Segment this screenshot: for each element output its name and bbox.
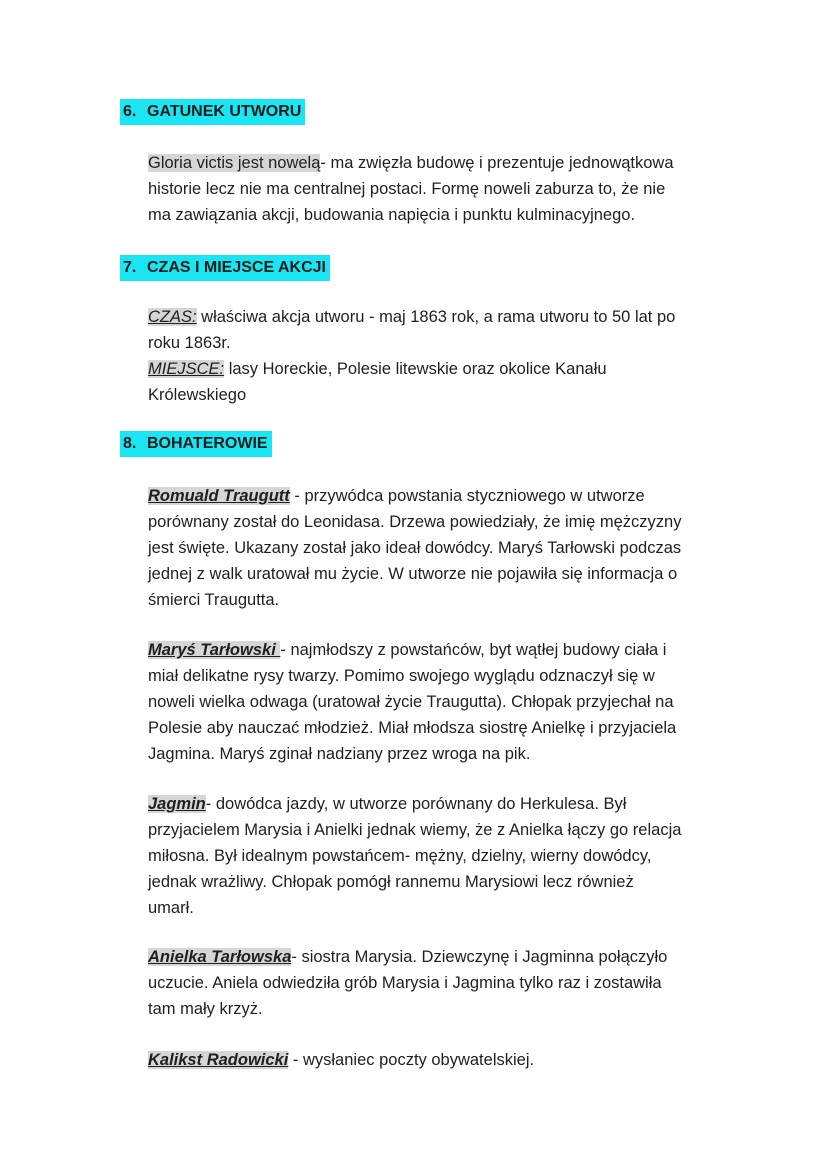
section-number: 8. (123, 435, 137, 452)
genre-paragraph (148, 150, 748, 228)
character-text: - przywódca powstania styczniowego w utworze (289, 487, 645, 505)
section-title: BOHATEROWIE (147, 435, 268, 452)
section-number: 6. (123, 103, 137, 120)
genre-line-3: ma zawiązania akcji, budowania napięcia i punktu kulminacyjnego. (148, 206, 636, 224)
genre-lead: Gloria victis jest nowelą (148, 154, 321, 172)
character-line: Jagmina. Maryś zginał nadziany przez wroga na pik. (148, 745, 531, 763)
genre-line-2: historie lecz nie ma centralnej postaci. Formę noweli zaburza to, że nie (148, 180, 666, 198)
character-marys (148, 637, 748, 767)
character-line (148, 944, 748, 970)
character-line: jednej z walk uratował mu życie. W utworze nie pojawiła się informacja o (148, 565, 678, 583)
section-title: GATUNEK UTWORU (147, 103, 302, 120)
character-line (148, 1047, 748, 1073)
character-name: Jagmin (148, 795, 206, 813)
character-line: miłosna. Był idealnym powstańcem- mężny, dzielny, wierny dowódcy, (148, 847, 652, 865)
character-line: miał delikatne rysy twarzy. Pomimo swojego wyglądu odznaczył się w (148, 667, 655, 685)
character-name: Kalikst Radowicki (148, 1051, 289, 1069)
czas-line-2: roku 1863r. (148, 334, 231, 352)
character-text: - najmłodszy z powstańców, byt wątłej budowy ciała i (280, 641, 667, 659)
character-line: śmierci Traugutta. (148, 591, 280, 609)
time-place-paragraph (148, 304, 748, 408)
miejsce-line-2: Królewskiego (148, 386, 247, 404)
character-text: - wysłaniec poczty obywatelskiej. (288, 1051, 535, 1069)
miejsce-label: MIEJSCE: (148, 360, 225, 378)
character-text: - siostra Marysia. Dziewczynę i Jagminna połączyło (291, 948, 668, 966)
miejsce-text: lasy Horeckie, Polesie litewskie oraz okolice Kanału (224, 360, 607, 378)
character-name: Maryś Tarłowski (148, 641, 281, 659)
genre-rest: - ma zwięzła budowę i prezentuje jednowątkowa (320, 154, 674, 172)
section-heading-characters (120, 431, 272, 457)
character-line: Polesie aby nauczać młodzież. Miał młodsza siostrę Anielkę i przyjaciela (148, 719, 677, 737)
character-name: Anielka Tarłowska (148, 948, 292, 966)
character-line: przyjacielem Marysia i Anielki jednak wiemy, że z Anielka łączy go relacja (148, 821, 682, 839)
character-name: Romuald Traugutt (148, 487, 290, 505)
character-line: uczucie. Aniela odwiedziła grób Marysia i Jagmina tylko raz i zostawiła (148, 974, 662, 992)
czas-line-1 (148, 304, 748, 330)
genre-line-1 (148, 150, 748, 176)
section-number: 7. (123, 259, 137, 276)
character-anielka (148, 944, 748, 1022)
character-line (148, 791, 748, 817)
section-heading-time-place (120, 255, 330, 281)
character-line: noweli wielka odwaga (uratował życie Traugutta). Chłopak przyjechał na (148, 693, 674, 711)
section-heading-genre (120, 99, 305, 125)
character-line (148, 637, 748, 663)
character-line: jednak wrażliwy. Chłopak pomógł rannemu Marysiowi lecz również (148, 873, 634, 891)
character-line: tam mały krzyż. (148, 1000, 263, 1018)
character-jagmin (148, 791, 748, 921)
character-line: jest święte. Ukazany został jako ideał dowódcy. Maryś Tarłowski podczas (148, 539, 682, 557)
section-title: CZAS I MIEJSCE AKCJI (147, 259, 326, 276)
character-text: - dowódca jazdy, w utworze porównany do Herkulesa. Był (205, 795, 627, 813)
character-line (148, 483, 748, 509)
czas-label: CZAS: (148, 308, 197, 326)
character-traugutt (148, 483, 748, 613)
character-line: umarł. (148, 899, 194, 917)
miejsce-line-1 (148, 356, 748, 382)
character-line: porównany został do Leonidasa. Drzewa powiedziały, że imię mężczyzny (148, 513, 682, 531)
czas-text: właściwa akcja utworu - maj 1863 rok, a rama utworu to 50 lat po (196, 308, 676, 326)
character-radowicki (148, 1047, 748, 1073)
